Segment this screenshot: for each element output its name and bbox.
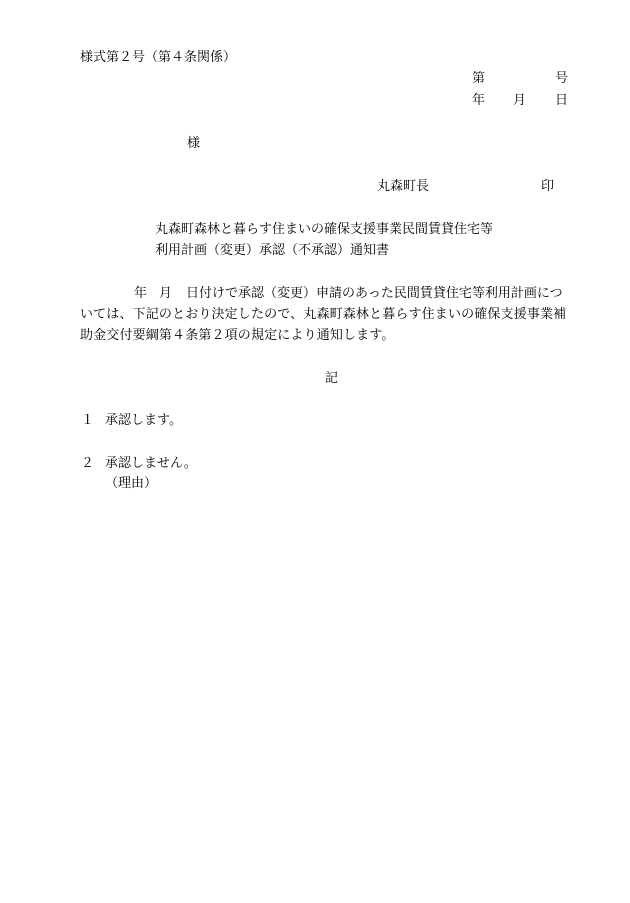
item-1-number: １ — [81, 413, 95, 428]
date-day-label: 日 — [555, 93, 569, 108]
date-month-label: 月 — [513, 93, 527, 108]
body-date-month: 月 — [159, 286, 173, 301]
body-date-year: 年 — [134, 286, 148, 301]
body-line-3: 助金交付要綱第４条第２項の規定により通知します。 — [80, 328, 395, 343]
seal-mark: 印 — [541, 179, 555, 194]
issuer-title: 丸森町長 — [377, 179, 430, 194]
item-1-text: 承認します。 — [105, 413, 182, 428]
reason-label: （理由） — [105, 476, 158, 491]
doc-number-prefix: 第 — [472, 71, 486, 86]
date-year-label: 年 — [472, 93, 486, 108]
item-2-number: ２ — [81, 456, 95, 471]
doc-number-suffix: 号 — [555, 71, 569, 86]
form-label: 様式第２号（第４条関係） — [80, 50, 237, 65]
addressee-suffix: 様 — [187, 136, 201, 151]
record-heading: 記 — [325, 371, 339, 386]
item-2-text: 承認しません。 — [105, 456, 197, 471]
body-line-2: いては、下記のとおり決定したので、丸森町森林と暮らす住まいの確保支援事業補 — [80, 307, 567, 322]
document-title-line-1: 丸森町森林と暮らす住まいの確保支援事業民間賃貸住宅等 — [155, 222, 494, 237]
body-line-1: 日付けで承認（変更）申請のあった民間賃貸住宅等利用計画につ — [186, 286, 563, 301]
document-title-line-2: 利用計画（変更）承認（不承認）通知書 — [155, 243, 390, 258]
